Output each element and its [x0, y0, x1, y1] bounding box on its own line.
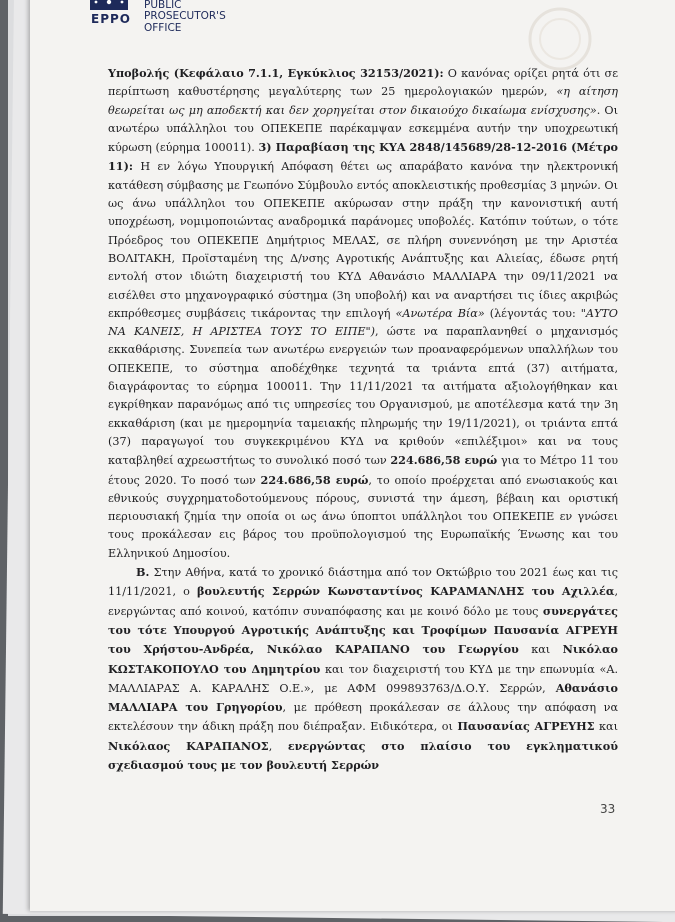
document-page	[30, 0, 675, 911]
document-body	[108, 64, 618, 775]
text-run: Παυσανίας ΑΓΡΕΥΗΣ	[457, 719, 595, 734]
text-run: "ΑΥΤΟ ΝΑ ΚΑΝΕΙΣ, Η ΑΡΙΣΤΕΑ ΤΟΥΣ ΤΟ ΕΙΠΕ")	[108, 306, 618, 339]
text-run: Νικόλαος ΚΑΡΑΠΑΝΟΣ	[108, 738, 269, 753]
logo-line: PROSECUTOR'S	[144, 10, 226, 22]
text-run: ενεργώντας στο πλαίσιο του εγκληματικού σχεδιασμού τους με τον βουλευτή Σερρών	[108, 738, 619, 772]
logo-line: OFFICE	[144, 21, 182, 34]
eppo-logo	[86, 0, 306, 48]
text-run: Υποβολής (Κεφάλαιο 7.1.1, Εγκύκλιος 32153/2021):	[108, 66, 444, 80]
paragraph-a	[108, 64, 618, 563]
text-run: και	[518, 643, 563, 657]
text-run: 224.686,58 ευρώ	[260, 472, 369, 487]
eppo-full-name	[144, 0, 304, 34]
text-run: Αθανάσιο ΜΑΛΛΙΑΡΑ του Γρηγορίου	[108, 680, 618, 715]
text-run: 224.686,58 ευρώ	[390, 453, 498, 468]
text-run: Β.	[136, 565, 150, 580]
text-run: Νικόλαο ΚΩΣΤΑΚΟΠΟΥΛΟ του Δημητρίου	[108, 642, 619, 676]
text-run: Στην Αθήνα, κατά το χρονικό διάστημα από τον Οκτώβριο του 2021 έως και τις 11/11/2021, ο	[108, 566, 618, 599]
text-run: , με πρόθεση προκάλεσαν σε άλλους την απόφαση να εκτελέσουν την άδικη πράξη που διέπραξαν. Ειδικότερα, οι	[108, 701, 618, 734]
text-run: και τον διαχειριστή του ΚΥΔ με την επωνυμία «Α. ΜΑΛΛΙΑΡΑΣ Α. ΚΑΡΑΛΗΣ Ο.Ε.», με ΑΦΜ 099893763/Δ.Ο.Υ. Σερρών,	[108, 662, 619, 695]
text-run: , ώστε να παραπλανηθεί ο μηχανισμός εκκαθάρισης. Συνεπεία των ανωτέρω ενεργειών των προαναφερόμενων υπαλλήλων του ΟΠΕΚΕΠΕ, το σύστημα αποδέχθηκε τεχνητά τα τριάντα επτά (37) αιτήματα, διαγράφοντας το εύρημα 100011. Την 11/11/2021 τα αιτήματα αξιολογήθηκαν και εγκρίθηκαν παρανόμως από τις υπηρεσίες του Οργανισμού, με αποτέλεσμα κατά την 3η εκκαθάριση (και με ημερομηνία ταμειακής πληρωμής την 19/11/2021), οι τριάντα επτά (37) παραγωγοί του συγκεκριμένου ΚΥΔ να κριθούν «επιλέξιμοι» και να τους καταβληθεί αχρεωστήτως το συνολικό ποσό των	[108, 325, 618, 468]
page-number: 33	[600, 802, 616, 816]
text-run: συνεργάτες του τότε Υπουργού Αγροτικής Ανάπτυξης και Τροφίμων Παυσανία ΑΓΡΕΥΗ του Χρήστου-Ανδρέα, Νικόλαο ΚΑΡΑΠΑΝΟ του Γεωργίου	[108, 603, 618, 657]
text-run: για το Μέτρο 11 του έτους 2020. Το ποσό των	[108, 454, 618, 487]
text-run: , ενεργώντας από κοινού, κατόπιν συναπόφασης και με κοινό δόλο με τους	[108, 585, 619, 618]
text-run: ,	[268, 739, 288, 753]
paragraph-b	[108, 563, 618, 775]
text-run: Η εν λόγω Υπουργική Απόφαση θέτει ως απαράβατο κανόνα την ηλεκτρονική κατάθεση σύμβασης με Γεωπόνο Σύμβουλο εντός αποκλειστικής προθεσμίας 3 μηνών. Οι ως άνω υπάλληλοι του ΟΠΕΚΕΠΕ ακύρωσαν στην πράξη την κανονιστική αυτή υποχρέωση, νομιμοποιώντας αναδρομικά παράνομες υποβολές. Κατόπιν τούτων, ο τότε Πρόεδρος του ΟΠΕΚΕΠΕ Δημήτριος ΜΕΛΑΣ, σε πλήρη συνεννόηση με την Αριστέα ΒΟΛΙΤΑΚΗ, Προϊσταμένη της Δ/νσης Αγροτικής Ανάπτυξης και Αλιείας, έδωσε ρητή εντολή στον ιδιώτη διαχειριστή του ΚΥΔ Αθανάσιο ΜΑΛΛΙΑΡΑ την 09/11/2021 να εισέλθει στο μηχανογραφικό σύστημα (3η υποβολή) και να αναρτήσει τις ίδιες ακριβώς εκπρόθεσμες συμβάσεις τικάροντας την επιλογή	[108, 160, 618, 320]
text-run: «η αίτηση θεωρείται ως μη αποδεκτή και δεν χορηγείται στον δικαιούχο δικαίωμα ενίσχυσης»	[108, 85, 618, 117]
text-run: και	[594, 720, 618, 734]
text-run: «Ανωτέρα Βία»	[395, 306, 485, 320]
text-run: (λέγοντάς του:	[484, 306, 581, 320]
logo-line: PUBLIC	[144, 0, 182, 11]
text-run: Ο κανόνας ορίζει ρητά ότι σε περίπτωση καθυστέρησης μεγαλύτερης των 25 ημερολογιακών ημερών,	[108, 67, 618, 99]
text-run: 3) Παραβίαση της ΚΥΑ 2848/145689/28-12-2016 (Μέτρο 11):	[108, 140, 618, 174]
text-run: βουλευτής Σερρών Κωνσταντίνος ΚΑΡΑΜΑΝΛΗΣ του Αχιλλέα	[197, 584, 615, 599]
text-run: , το οποίο προέρχεται από ενωσιακούς και εθνικούς συγχρηματοδοτούμενους πόρους, συνιστά την άμεση, βέβαιη και οριστική περιουσιακή ζημία την οποία οι ως άνω ύποπτοι υπάλληλοι του ΟΠΕΚΕΠΕ εν γνώσει τους προκάλεσαν εις βάρος του προϋπολογισμού της Ευρωπαϊκής Ένωσης και του Ελληνικού Δημοσίου.	[108, 473, 618, 560]
eppo-abbreviation: EPPO	[91, 12, 131, 26]
text-run: . Οι ανωτέρω υπάλληλοι του ΟΠΕΚΕΠΕ παρέκαμψαν εσκεμμένα αυτήν την υποχρεωτική κύρωση (εύρημα 100011).	[108, 103, 618, 155]
